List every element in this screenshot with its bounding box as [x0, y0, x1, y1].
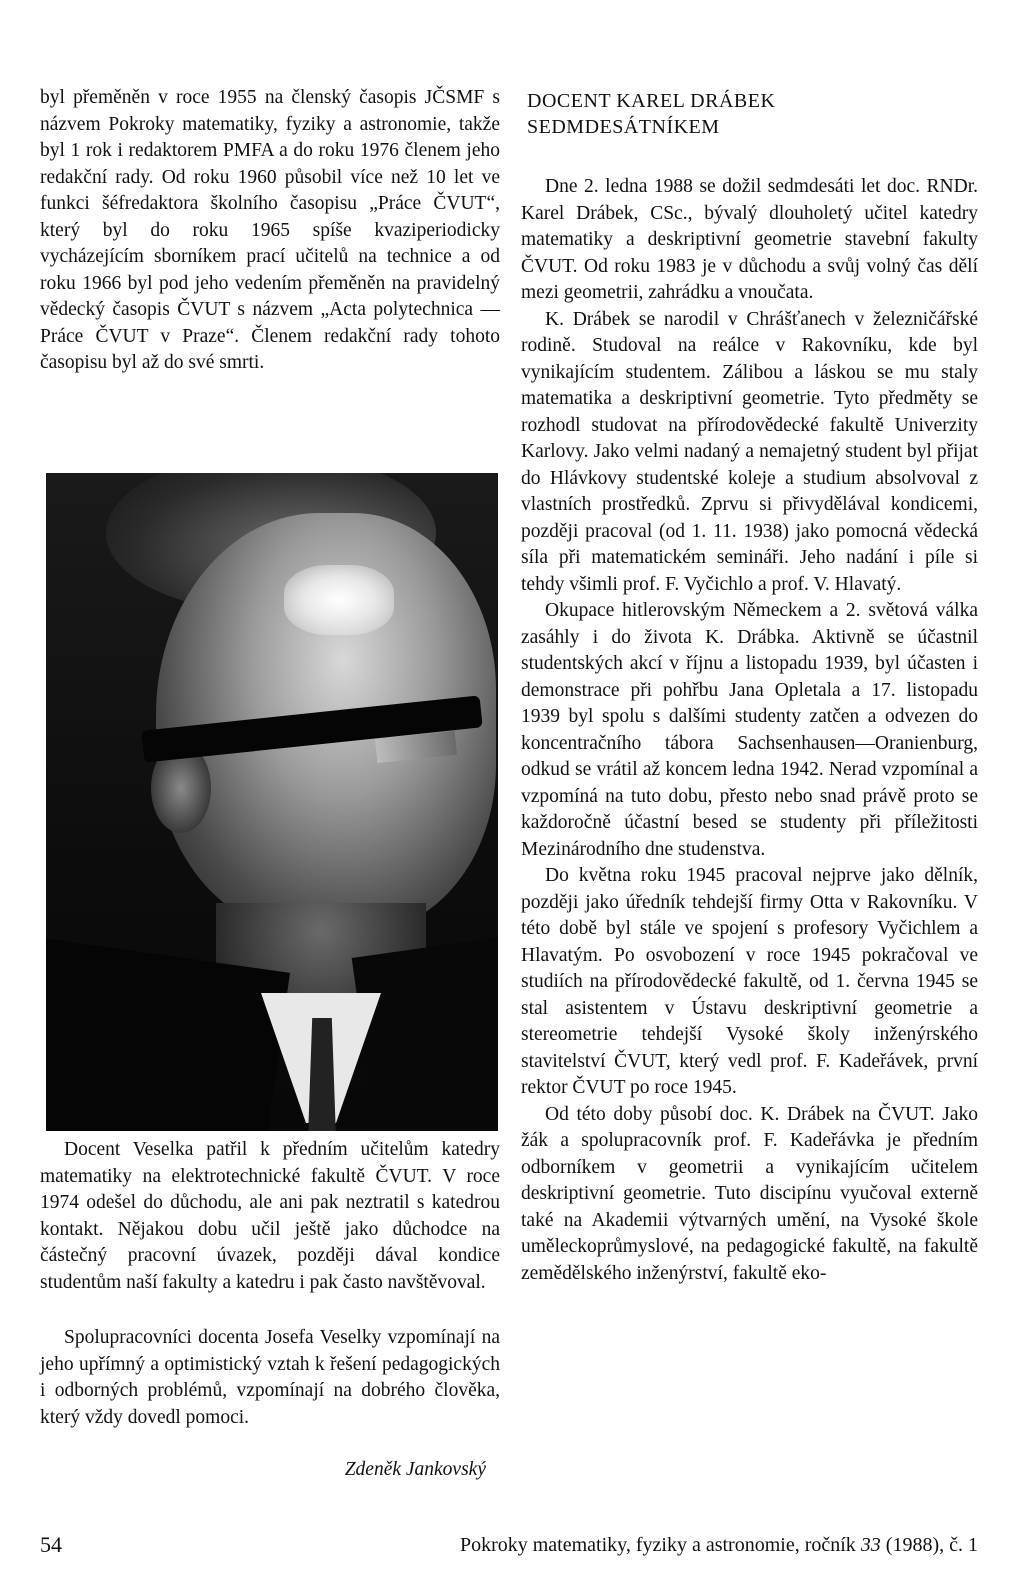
journal-volume: 33 — [860, 1534, 881, 1556]
page-number: 54 — [40, 1532, 62, 1557]
article-paragraph: Okupace hitlerovským Německem a 2. světová válka zasáhly i do života K. Drábka. Aktivně se účastnil studentských akcí v říjnu a listopadu 1939, byl účasten i demonstrace při pohřbu Jana Opletala a 17. listopadu 1939 byl spolu s dalšími studenty zatčen a odvezen do koncentračního tábora Sachsenhausen—Oranienburg, odkud se vrátil až koncem ledna 1942. Nerad vzpomínal a vzpomíná na tuto dobu, přesto nebo snad právě proto se každoročně účastní besed se studenty při příležitosti Mezinárodního dne studenstva. — [521, 600, 978, 860]
article-paragraph: Dne 2. ledna 1988 se dožil sedmdesáti let doc. RNDr. Karel Drábek, CSc., bývalý dlouholetý učitel katedry matematiky a deskriptivní geometrie stavební fakulty ČVUT. Od roku 1983 je v důchodu a svůj volný čas dělí mezi geometrii, zahrádku a vnoučata. — [521, 176, 978, 303]
colleagues-paragraph: Spolupracovníci docenta Josefa Veselky vzpomínají na jeho upřímný a optimistický vztah k řešení pedagogických i odborných problémů, vzpomínají na dobrého člověka, který vždy dovedl pomoci. — [40, 1327, 500, 1428]
photo-jacket-right — [352, 930, 498, 1131]
intro-paragraph: byl přeměněn v roce 1955 na členský časopis JČSMF s názvem Pokroky matematiky, fyziky a astronomie, takže byl 1 rok i redaktorem PMFA a do roku 1976 členem jeho redakční rady. Od roku 1960 působil více než 10 let ve funkci šéfredaktora školního časopisu „Práce ČVUT“, který byl do roku 1965 spíše kvaziperiodicky vycházejícím sborníkem prací učitelů na technice a od roku 1966 byl pod jeho vedením přeměněn na pravidelný vědecký časopis ČVUT s názvem „Acta polytechnica — Práce ČVUT v Praze“. Členem redakční rady tohoto časopisu byl až do své smrti. — [40, 87, 500, 373]
article-paragraph: Od této doby působí doc. K. Drábek na ČVUT. Jako žák a spolupracovník prof. F. Kadeřávka je předním odborníkem v geometrii a vynikajícím učitelem deskriptivní geometrie. Tuto discipínu vyučoval externě také na Akademii výtvarných umění, na Vysoké škole uměleckoprůmyslové, na pedagogické fakultě, na fakultě zemědělského inženýrství, fakultě eko- — [521, 1103, 978, 1284]
photo-tie — [308, 1018, 336, 1131]
veselka-paragraph: Docent Veselka patřil k předním učitelům katedry matematiky na elektrotechnické fakultě ČVUT. V roce 1974 odešel do důchodu, ale ani pak neztratil s katedrou kontakt. Nějakou dobu učil ještě jako důchodce na částečný pracovní úvazek, později dával kondice studentům naší fakulty a katedru i pak často navštěvoval. — [40, 1139, 500, 1293]
article-paragraph: K. Drábek se narodil v Chrášťanech v železničářské rodině. Studoval na reálce v Rakovníku, kde byl vynikajícím studentem. Zálibou a láskou se mu staly matematika a deskriptivní geometrie. Tyto předměty se rozhodl studovat na přírodovědecké fakultě Univerzity Karlovy. Jako velmi nadaný a nemajetný student byl přijat do Hlávkovy studentské koleje a studium absolvoval z vlastních prostředků. Zprvu si přivydělával kondicemi, později pracoval (od 1. 11. 1938) jako pomocná vědecká síla při matematickém semináři. Jeho nadání i píle si tehdy všimli prof. F. Vyčichlo a prof. V. Hlavatý. — [521, 308, 978, 595]
portrait-photo — [46, 473, 498, 1131]
article-title — [527, 88, 977, 140]
journal-issue: (1988), č. 1 — [880, 1534, 978, 1556]
article-title-line-1: DOCENT KAREL DRÁBEK — [527, 90, 776, 112]
journal-name: Pokroky matematiky, fyziky a astronomie, ročník — [459, 1534, 861, 1556]
photo-highlight — [284, 565, 394, 635]
article-title-line-2: SEDMDESÁTNÍKEM — [527, 116, 720, 138]
article-paragraph: Do května roku 1945 pracoval nejprve jako dělník, později jako úředník tehdejší firmy Otta v Rakovníku. V této době byl stále ve spojení s profesory Vyčichlem a Hlavatým. Po osvobození v roce 1945 pokračoval ve studiích na přírodovědecké fakultě, od 1. června 1945 se stal asistentem v Ústavu deskriptivní geometrie a stereometrie tehdejší Vysoké školy inženýrského stavitelství ČVUT, který vedl prof. F. Kadeřávek, první rektor ČVUT po roce 1945. — [521, 865, 978, 1098]
article-body — [521, 174, 978, 1287]
author-signature: Zdeněk Jankovský — [344, 1459, 486, 1480]
journal-citation — [460, 1531, 978, 1559]
